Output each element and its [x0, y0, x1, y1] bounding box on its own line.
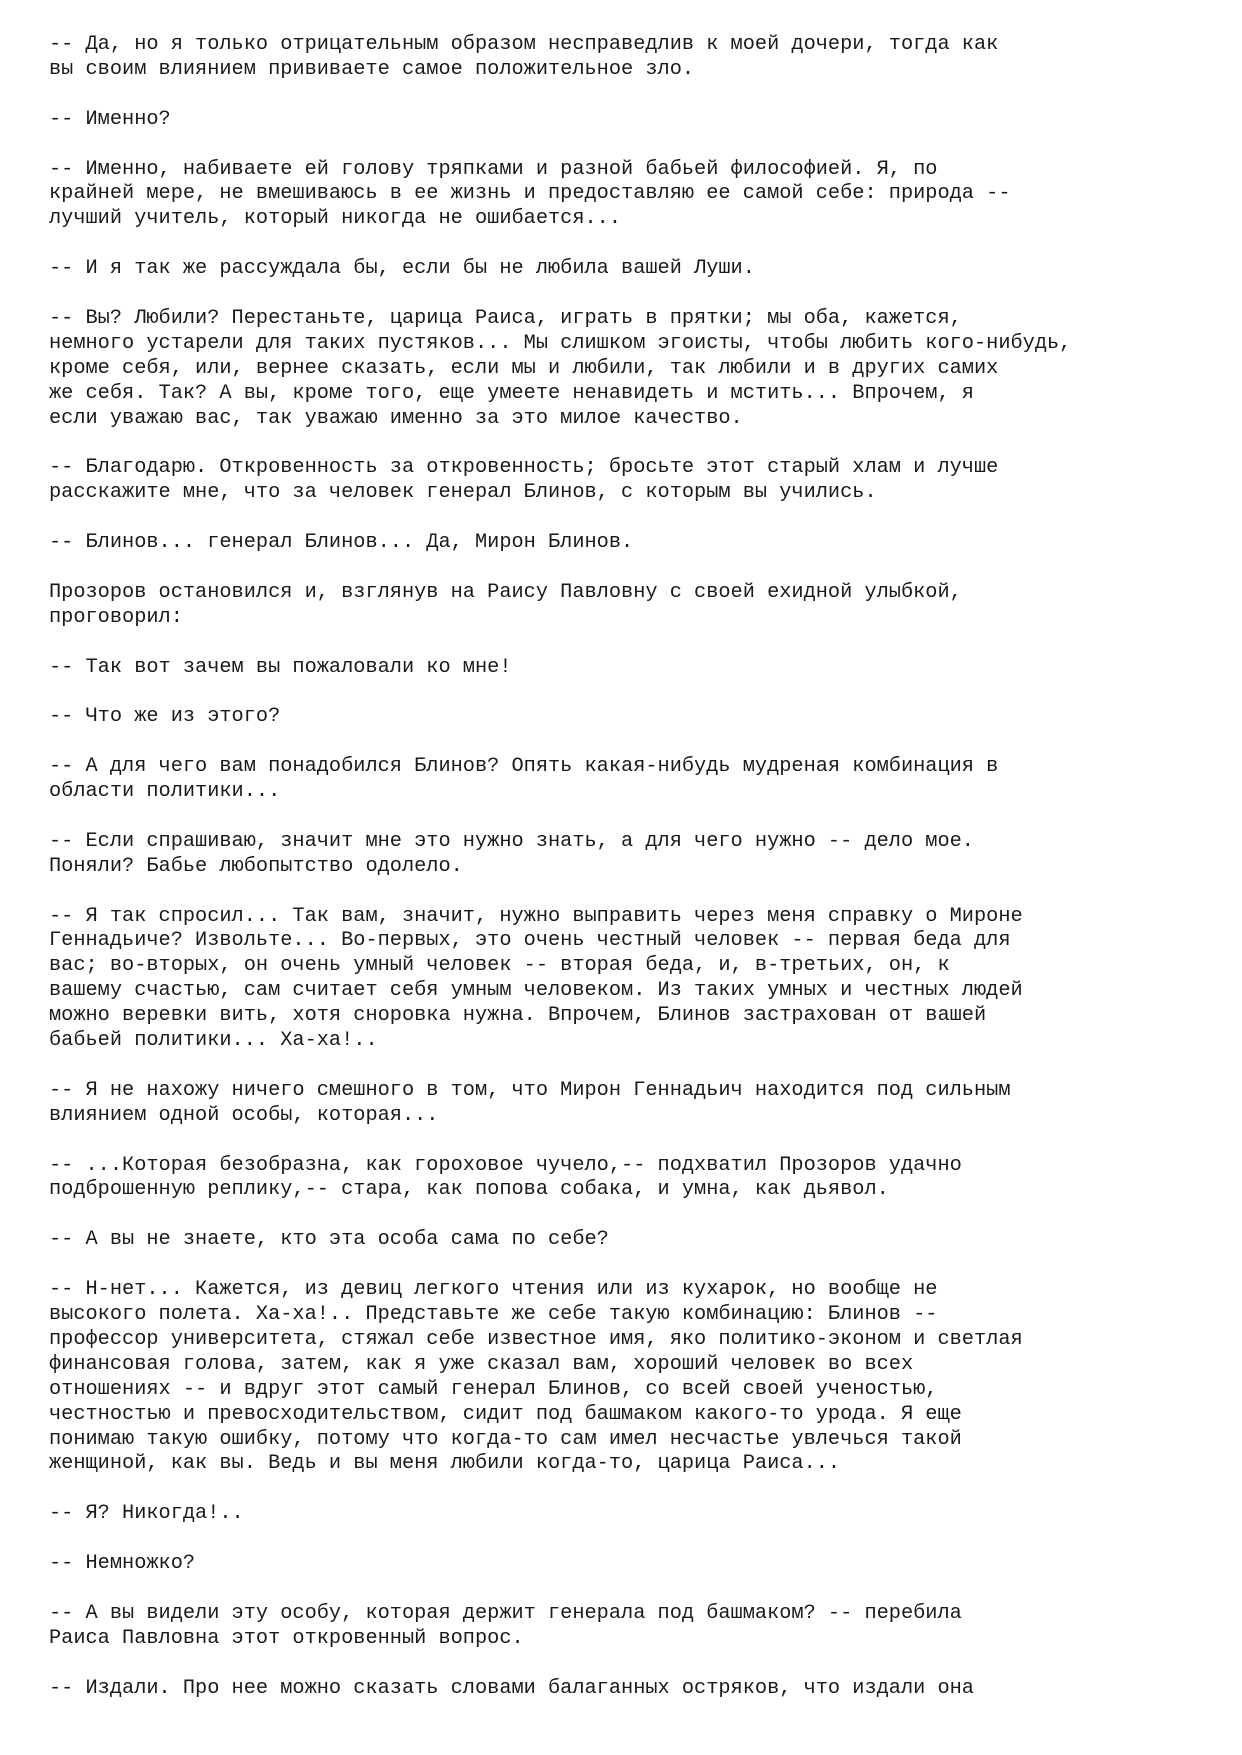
text-line: -- А вы не знаете, кто эта особа сама по себе?: [49, 1228, 609, 1252]
text-line: -- Я? Никогда!..: [49, 1502, 244, 1526]
text-line: вашему счастью, сам считает себя умным человеком. Из таких умных и честных людей: [49, 979, 1023, 1003]
paragraph: [49, 656, 1209, 681]
paragraph: [49, 158, 1209, 233]
text-line: Прозоров остановился и, взглянув на Раису Павловну с своей ехидной улыбкой,: [49, 580, 962, 604]
text-line: проговорил:: [49, 605, 183, 629]
text-line: финансовая голова, затем, как я уже сказал вам, хороший человек во всех: [49, 1352, 914, 1376]
text-line: можно веревки вить, хотя сноровка нужна. Впрочем, Блинов застрахован от вашей: [49, 1004, 987, 1028]
text-line: Геннадьиче? Извольте... Во-первых, это очень честный человек -- первая беда для: [49, 929, 1011, 953]
text-line: -- Издали. Про нее можно сказать словами балаганных остряков, что издали она: [49, 1676, 974, 1700]
text-line: же себя. Так? А вы, кроме того, еще умеете ненавидеть и мстить... Впрочем, я: [49, 381, 974, 405]
text-line: лучший учитель, который никогда не ошибается...: [49, 207, 622, 231]
paragraph: [49, 755, 1209, 805]
paragraph: [49, 581, 1209, 631]
text-line: -- Что же из этого?: [49, 705, 281, 729]
document-page: [49, 33, 1209, 1726]
text-line: если уважаю вас, так уважаю именно за это милое качество.: [49, 406, 743, 430]
text-line: -- Я так спросил... Так вам, значит, нужно выправить через меня справку о Мироне: [49, 904, 1023, 928]
paragraph: [49, 1602, 1209, 1652]
text-line: немного устарели для таких пустяков... Мы слишком эгоисты, чтобы любить кого-нибудь,: [49, 331, 1072, 355]
text-line: вы своим влиянием прививаете самое положительное зло.: [49, 57, 695, 81]
text-line: женщиной, как вы. Ведь и вы меня любили когда-то, царица Раиса...: [49, 1452, 841, 1476]
paragraph: [49, 830, 1209, 880]
text-line: бабьей политики... Ха-ха!..: [49, 1029, 378, 1053]
paragraph: [49, 1228, 1209, 1253]
paragraph: [49, 1154, 1209, 1204]
text-line: -- Блинов... генерал Блинов... Да, Мирон Блинов.: [49, 531, 634, 555]
text-line: -- ...Которая безобразна, как гороховое чучело,-- подхватил Прозоров удачно: [49, 1153, 962, 1177]
paragraph: [49, 531, 1209, 556]
text-line: Поняли? Бабье любопытство одолело.: [49, 854, 463, 878]
text-line: -- И я так же рассуждала бы, если бы не любила вашей Луши.: [49, 257, 755, 281]
paragraph: [49, 1079, 1209, 1129]
text-line: вас; во-вторых, он очень умный человек -- вторая беда, и, в-третьих, он, к: [49, 954, 950, 978]
paragraph: [49, 1502, 1209, 1527]
text-line: -- Если спрашиваю, значит мне это нужно знать, а для чего нужно -- дело мое.: [49, 829, 974, 853]
paragraph: [49, 1677, 1209, 1702]
paragraph: [49, 905, 1209, 1054]
text-line: расскажите мне, что за человек генерал Блинов, с которым вы учились.: [49, 481, 877, 505]
text-line: высокого полета. Ха-ха!.. Представьте же себе такую комбинацию: Блинов --: [49, 1302, 938, 1326]
text-line: кроме себя, или, вернее сказать, если мы и любили, так любили и в других самих: [49, 356, 999, 380]
paragraph: [49, 1278, 1209, 1477]
text-line: -- А для чего вам понадобился Блинов? Опять какая-нибудь мудреная комбинация в: [49, 755, 999, 779]
text-line: отношениях -- и вдруг этот самый генерал Блинов, со всей своей ученостью,: [49, 1377, 938, 1401]
text-line: -- Благодарю. Откровенность за откровенность; бросьте этот старый хлам и лучше: [49, 456, 999, 480]
text-line: -- Так вот зачем вы пожаловали ко мне!: [49, 655, 512, 679]
text-line: -- Именно?: [49, 107, 171, 131]
text-line: крайней мере, не вмешиваюсь в ее жизнь и предоставляю ее самой себе: природа --: [49, 182, 1011, 206]
text-line: -- Да, но я только отрицательным образом несправедлив к моей дочери, тогда как: [49, 33, 999, 56]
text-line: -- Вы? Любили? Перестаньте, царица Раиса, играть в прятки; мы оба, кажется,: [49, 306, 962, 330]
paragraph: [49, 456, 1209, 506]
paragraph: [49, 1552, 1209, 1577]
text-line: -- А вы видели эту особу, которая держит генерала под башмаком? -- перебила: [49, 1601, 962, 1625]
text-line: -- Я не нахожу ничего смешного в том, что Мирон Геннадьич находится под сильным: [49, 1078, 1011, 1102]
paragraph: [49, 257, 1209, 282]
text-line: Раиса Павловна этот откровенный вопрос.: [49, 1626, 524, 1650]
text-line: -- Н-нет... Кажется, из девиц легкого чтения или из кухарок, но вообще не: [49, 1278, 938, 1302]
paragraph: [49, 307, 1209, 432]
text-line: честностью и превосходительством, сидит под башмаком какого-то урода. Я еще: [49, 1402, 962, 1426]
text-line: влиянием одной особы, которая...: [49, 1103, 439, 1127]
paragraph: [49, 705, 1209, 730]
text-line: понимаю такую ошибку, потому что когда-то сам имел несчастье увлечься такой: [49, 1427, 962, 1451]
paragraph: [49, 108, 1209, 133]
text-line: -- Именно, набиваете ей голову тряпками и разной бабьей философией. Я, по: [49, 157, 938, 181]
paragraph: [49, 33, 1209, 83]
text-line: подброшенную реплику,-- стара, как попова собака, и умна, как дьявол.: [49, 1178, 889, 1202]
text-line: профессор университета, стяжал себе известное имя, яко политико-эконом и светлая: [49, 1327, 1023, 1351]
text-line: -- Немножко?: [49, 1552, 196, 1575]
text-line: области политики...: [49, 780, 281, 804]
